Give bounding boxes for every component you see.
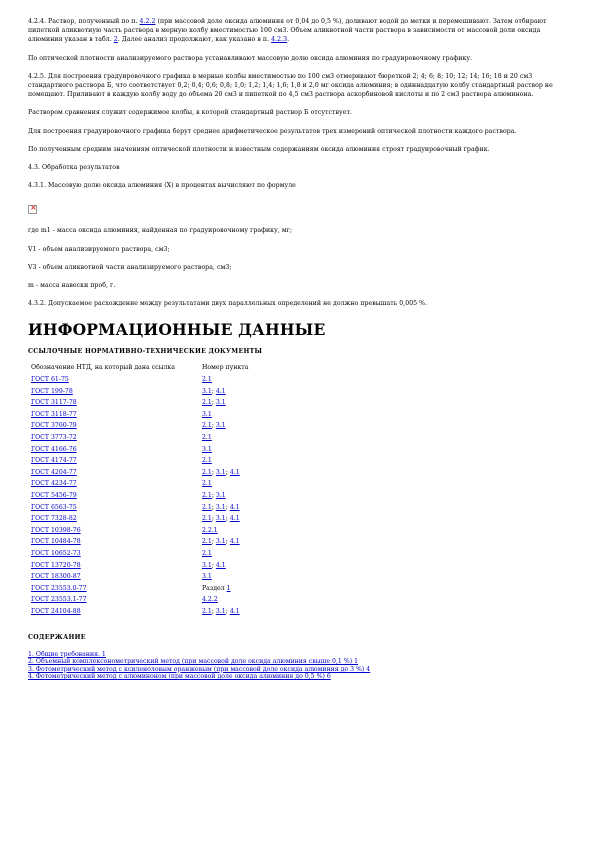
ntd-link[interactable]: ГОСТ 199-78 xyxy=(31,387,73,395)
clause-link[interactable]: 3.1 xyxy=(202,410,212,418)
paragraph: Для построения градуировочного графика берут среднее арифметическое результатов трех измерений оптической плотности каждого раствора. xyxy=(28,127,517,135)
clause-link[interactable]: 4.1 xyxy=(215,387,226,395)
clause-cell xyxy=(202,446,248,458)
ntd-cell xyxy=(31,585,202,597)
clause-link[interactable]: 3.1 xyxy=(202,561,212,569)
table-row xyxy=(31,446,248,458)
clause-cell xyxy=(202,376,248,388)
ntd-cell xyxy=(31,411,202,423)
ntd-cell xyxy=(31,388,202,400)
text: . xyxy=(287,36,290,44)
ntd-link[interactable]: ГОСТ 6563-75 xyxy=(31,503,77,511)
ntd-link[interactable]: ГОСТ 18300-87 xyxy=(31,573,81,581)
table-row xyxy=(31,422,248,434)
clause-cell xyxy=(202,457,248,469)
clause-link[interactable]: 4.1 xyxy=(229,607,240,615)
toc-item-link[interactable]: 2. Объемный комплексонометрический метод (при массовой доле оксида алюминия свыше 0,1 %) 1 xyxy=(28,658,359,666)
clause-link[interactable]: 2.1 xyxy=(202,399,212,407)
references-table xyxy=(31,364,248,619)
separator-text: ; xyxy=(225,515,230,523)
separator-text: ; xyxy=(225,607,230,615)
clause-cell xyxy=(202,527,248,539)
separator-text: ; xyxy=(211,422,216,430)
ntd-cell xyxy=(31,515,202,527)
clause-link[interactable]: 4.1 xyxy=(229,503,240,511)
table-row xyxy=(31,550,248,562)
table-row xyxy=(31,469,248,481)
ntd-link[interactable]: ГОСТ 61-75 xyxy=(31,376,69,384)
clause-cell xyxy=(202,562,248,574)
ntd-cell xyxy=(31,422,202,434)
ntd-cell xyxy=(31,376,202,388)
table-row xyxy=(31,504,248,516)
table-row xyxy=(31,527,248,539)
link-4-2-2[interactable]: 4.2.2 xyxy=(139,18,156,25)
ntd-link[interactable]: ГОСТ 10652-73 xyxy=(31,549,81,557)
clause-link[interactable]: 3.1 xyxy=(215,503,226,511)
table-row xyxy=(31,585,248,597)
ntd-link[interactable]: ГОСТ 3117-78 xyxy=(31,399,77,407)
ntd-link[interactable]: ГОСТ 24104-88 xyxy=(31,607,81,615)
ntd-cell xyxy=(31,469,202,481)
ntd-link[interactable]: ГОСТ 13720-78 xyxy=(31,561,81,569)
separator-text: ; xyxy=(225,538,230,546)
ntd-cell xyxy=(31,608,202,620)
text: 4.2.4. Раствор, полученный по п. xyxy=(28,18,140,25)
paragraph: V1 - объем анализируемого раствора, см3; xyxy=(28,245,170,253)
ntd-cell xyxy=(31,492,202,504)
clause-link[interactable]: 2.1 xyxy=(202,515,212,523)
clause-link[interactable]: 2.1 xyxy=(202,549,212,557)
clause-cell xyxy=(202,573,248,585)
ntd-cell xyxy=(31,550,202,562)
section-title-4-3: 4.3. Обработка результатов xyxy=(28,164,120,172)
ntd-cell xyxy=(31,573,202,585)
column-header: Номер пункта xyxy=(202,364,249,372)
formula-image xyxy=(28,199,567,218)
ntd-link[interactable]: ГОСТ 10398-76 xyxy=(31,526,81,534)
clause-link[interactable]: 3.1 xyxy=(215,491,226,499)
table-row xyxy=(31,376,248,388)
table-row xyxy=(31,515,248,527)
clause-link[interactable]: 2.1 xyxy=(202,503,212,511)
link-4-2-3[interactable]: 4.2.3 xyxy=(271,36,288,44)
paragraph: где m1 - масса оксида алюминия, найденная по градуировочному графику, мг; xyxy=(28,227,293,235)
table-row xyxy=(31,388,248,400)
ntd-cell xyxy=(31,562,202,574)
ntd-link[interactable]: ГОСТ 4174-77 xyxy=(31,457,77,465)
clause-link[interactable]: 2.1 xyxy=(202,434,212,442)
clause-cell xyxy=(202,596,248,608)
clause-cell xyxy=(202,550,248,562)
table-row xyxy=(31,457,248,469)
clause-link[interactable]: 2.1 xyxy=(202,468,212,476)
separator-text: ; xyxy=(211,503,216,511)
separator-text: ; xyxy=(225,503,230,511)
clause-link[interactable]: 2.1 xyxy=(202,422,212,430)
clause-link[interactable]: 2.2.1 xyxy=(202,526,218,534)
ntd-link[interactable]: ГОСТ 7328-82 xyxy=(31,515,77,523)
clause-cell xyxy=(202,504,248,516)
clause-cell xyxy=(202,585,248,597)
toc-item-link[interactable]: 3. Фотометрический метод с ксиленоловым оранжевым (при массовой доле оксида алюминия до 3 %) 4 xyxy=(28,665,371,673)
ntd-link[interactable]: ГОСТ 4204-77 xyxy=(31,468,77,476)
ntd-cell xyxy=(31,457,202,469)
separator-text: ; xyxy=(211,399,216,407)
ntd-link[interactable]: ГОСТ 3760-79 xyxy=(31,422,77,430)
clause-link[interactable]: 2.1 xyxy=(202,491,212,499)
table-row xyxy=(31,480,248,492)
table-header-row xyxy=(31,364,248,376)
ntd-link[interactable]: ГОСТ 23553.0-77 xyxy=(31,584,87,592)
clause-link[interactable]: 4.1 xyxy=(215,561,226,569)
clause-cell xyxy=(202,434,248,446)
clause-link[interactable]: 4.1 xyxy=(229,515,240,523)
clause-cell xyxy=(202,399,248,411)
table-body xyxy=(31,376,248,619)
table-row xyxy=(31,608,248,620)
clause-link[interactable]: 2.1 xyxy=(202,607,212,615)
ntd-link[interactable]: ГОСТ 23553.1-77 xyxy=(31,596,87,604)
ntd-link[interactable]: ГОСТ 4234-77 xyxy=(31,480,77,488)
clause-cell xyxy=(202,469,248,481)
clause-link[interactable]: 3.1 xyxy=(215,399,226,407)
clause-link[interactable]: 3.1 xyxy=(215,515,226,523)
table-row xyxy=(31,492,248,504)
ntd-cell xyxy=(31,538,202,550)
table-row xyxy=(31,434,248,446)
paragraph-4-3-2: 4.3.2. Допускаемое расхождение между результатами двух параллельных определений не должно превышать 0,005 %. xyxy=(28,300,428,308)
ntd-cell xyxy=(31,446,202,458)
text: . Далее анализ продолжают, как указано в п. xyxy=(117,36,272,44)
clause-cell xyxy=(202,608,248,620)
clause-link[interactable]: 2.1 xyxy=(202,457,212,465)
clause-link[interactable]: 4.1 xyxy=(229,468,240,476)
column-header: Обозначение НТД, на который дана ссылка xyxy=(31,364,175,372)
table-row xyxy=(31,573,248,585)
ntd-link[interactable]: ГОСТ 3773-72 xyxy=(31,434,77,442)
separator-text: ; xyxy=(211,515,216,523)
separator-text: ; xyxy=(211,491,216,499)
separator-text: ; xyxy=(211,387,216,395)
clause-cell xyxy=(202,515,248,527)
clause-link[interactable]: 3.1 xyxy=(215,468,226,476)
clause-link[interactable]: 3.1 xyxy=(215,422,226,430)
clause-link[interactable]: 2.1 xyxy=(202,480,212,488)
table-row xyxy=(31,562,248,574)
ntd-cell xyxy=(31,480,202,492)
clause-link[interactable]: 1 xyxy=(226,584,231,592)
paragraph: Раствором сравнения служит содержимое колбы, в которой стандартный раствор Б отсутствует. xyxy=(28,109,352,117)
paragraph-4-2-5: 4.2.5. Для построения градуировочного графика в мерные колбы вместимостью по 100 см3 отмеривают бюреткой 2; 4; 6; 8; 10; 12; 14; 16; 18 и 20 см3 стандартного раствора Б, что соответствует 0,2; 0,4; 0,6; 0,8; 1,0; 1,2; 1,4; 1,6; 1,8 и 2,0 мг оксида алюминия; в одиннадцатую колбу стандартный раствор не помещают. Приливают в каждую колбу воду до объема 20 см3 и пипеткой по 4,5 см3 раствора аскорбиновой кислоты и по 2 см3 раствора алюминона. xyxy=(28,72,553,99)
table-row xyxy=(31,538,248,550)
ntd-cell xyxy=(31,504,202,516)
ntd-cell xyxy=(31,596,202,608)
ntd-link[interactable]: ГОСТ 5456-79 xyxy=(31,491,77,499)
separator-text: ; xyxy=(211,538,216,546)
clause-link[interactable]: 3.1 xyxy=(215,607,226,615)
separator-text: Раздел xyxy=(202,584,227,592)
clause-link[interactable]: 2.1 xyxy=(202,538,212,546)
ntd-link[interactable]: ГОСТ 4166-76 xyxy=(31,445,77,453)
clause-cell xyxy=(202,492,248,504)
toc-item-link[interactable]: 1. Общие требования. 1 xyxy=(28,650,106,658)
page-title: ИНФОРМАЦИОННЫЕ ДАННЫЕ xyxy=(28,320,326,340)
paragraph: m - масса навески проб, г. xyxy=(28,282,116,290)
clause-cell xyxy=(202,411,248,423)
toc-title: СОДЕРЖАНИЕ xyxy=(28,633,86,641)
ntd-cell xyxy=(31,434,202,446)
table-row xyxy=(31,399,248,411)
separator-text: ; xyxy=(211,607,216,615)
clause-cell xyxy=(202,422,248,434)
ntd-cell xyxy=(31,527,202,539)
link-table-2[interactable]: 2 xyxy=(113,36,118,44)
clause-cell xyxy=(202,480,248,492)
paragraph: По полученным средним значениям оптической плотности и известным содержаниям оксида алюминия строят градуировочный график. xyxy=(28,145,490,153)
clause-cell xyxy=(202,538,248,550)
toc-item-link[interactable]: 4. Фотометрический метод с алюминоном (при массовой доле оксида алюминия до 0,5 %) 6 xyxy=(28,673,331,681)
subheading: ССЫЛОЧНЫЕ НОРМАТИВНО-ТЕХНИЧЕСКИЕ ДОКУМЕНТЫ xyxy=(28,348,263,356)
clause-cell xyxy=(202,388,248,400)
clause-link[interactable]: 4.2.2 xyxy=(202,596,218,604)
paragraph-4-3-1: 4.3.1. Массовую долю оксида алюминия (X) в процентах вычисляют по формуле xyxy=(28,182,296,190)
ntd-link[interactable]: ГОСТ 10484-78 xyxy=(31,538,81,546)
paragraph-4-2-4 xyxy=(28,17,567,45)
clause-link[interactable]: 3.1 xyxy=(202,387,212,395)
paragraph: V3 - объем аликвотной части анализируемого раствора, см3; xyxy=(28,263,232,271)
table-row xyxy=(31,596,248,608)
text: (при массовой доле оксида алюминия от 0,04 до 0,5 %), доливают водой до метки и перемешивают. Затем отбирают пипеткой аликвотную часть раствора в мерную колбу вместимостью 100 см3. Объем аликвотной части раствора в зависимости от массовой доли оксида алюминия указан в табл. xyxy=(28,18,547,44)
paragraph: По оптической плотности анализируемого раствора устанавливают массовую долю оксида алюминия по градуировочному графику. xyxy=(28,54,473,62)
clause-link[interactable]: 4.1 xyxy=(229,538,240,546)
ntd-link[interactable]: ГОСТ 3118-77 xyxy=(31,410,77,418)
ntd-cell xyxy=(31,399,202,411)
clause-link[interactable]: 2.1 xyxy=(202,376,212,384)
separator-text: ; xyxy=(211,561,216,569)
separator-text: ; xyxy=(225,468,230,476)
toc-list xyxy=(28,651,567,681)
broken-image-icon xyxy=(28,205,37,214)
clause-link[interactable]: 3.1 xyxy=(202,445,212,453)
separator-text: ; xyxy=(211,468,216,476)
table-row xyxy=(31,411,248,423)
clause-link[interactable]: 3.1 xyxy=(215,538,226,546)
clause-link[interactable]: 3.1 xyxy=(202,573,212,581)
